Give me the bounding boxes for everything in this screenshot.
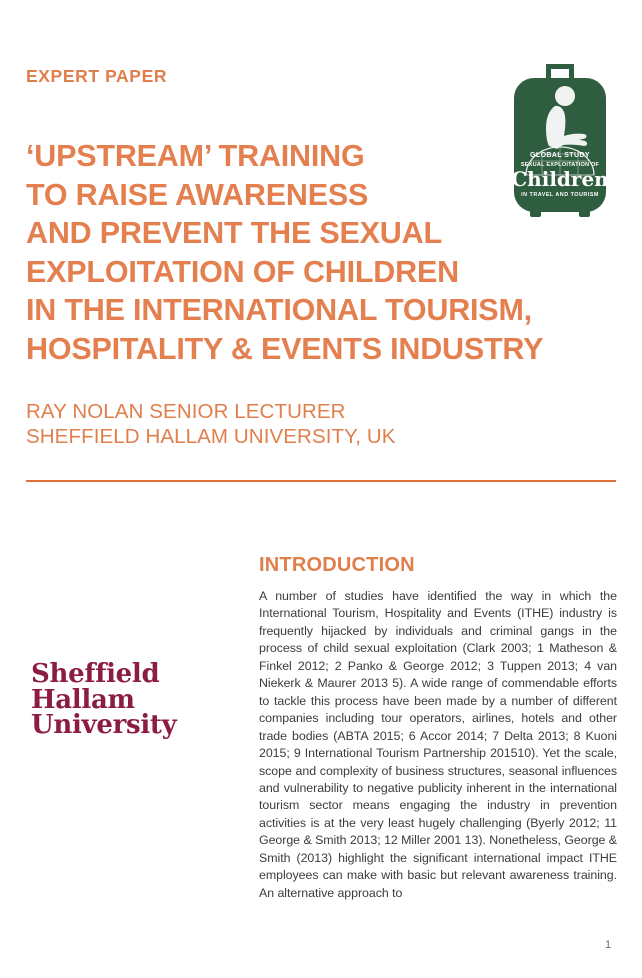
gs-logo-line-1: GLOBAL STUDY [530,152,590,159]
gs-logo-line-4: IN TRAVEL AND TOURISM [521,192,599,198]
page-number: 1 [604,939,612,951]
expert-paper-label: EXPERT PAPER [26,66,168,86]
title-line-3: AND PREVENT THE SEXUAL [26,216,442,251]
author-block [26,399,396,449]
global-study-suitcase-logo [508,62,612,224]
shu-logo-line-2: Hallam [31,684,135,715]
body-column [259,588,617,902]
gs-logo-line-3: Children [511,167,609,191]
title-line-1: ‘UPSTREAM’ TRAINING [26,139,365,174]
title-line-2: TO RAISE AWARENESS [26,177,369,212]
gs-logo-line-2: SEXUAL EXPLOITATION OF [520,162,600,168]
title-line-6: HOSPITALITY & EVENTS INDUSTRY [26,331,544,366]
title-line-5: IN THE INTERNATIONAL TOURISM, [26,293,532,328]
introduction-paragraph: A number of studies have identified the way in which the International Tourism, Hospitality and Events (ITHE) industry is frequently hijacked by individuals and criminal gangs in the process of child sexual exploitation (Clark 2003; 1 Matheson & Finkel 2012; 2 Panko & George 2012; 3 Tuppen 2013; 4 van Niekerk & Maurer 2013 5). A wide range of commendable efforts to tackle this process have been made by a number of different companies including tour operators, airlines, hotels and other trade bodies (ABTA 2015; 6 Accor 2014; 7 Delta 2013; 8 Kuoni 2015; 9 International Tourism Partnership 201510). Yet the scale, scope and complexity of business structures, seasonal influences and vulnerability to negative publicity inherent in the international tourism sector means engaging the industry in prevention activities is at the very least hugely challenging (Byerly 2012; 11 George & Smith 2013; 12 Miller 2001 13). Nonetheless, George & Smith (2013) highlight the significant international impact ITHE employees can make with basic but relevant awareness training. An alternative approach to [259,589,617,900]
section-heading-introduction: INTRODUCTION [259,553,415,576]
title-line-4: EXPLOITATION OF CHILDREN [26,254,459,289]
shu-logo-line-1: Sheffield [31,659,160,689]
author-name-and-role: RAY NOLAN SENIOR LECTURER [26,400,346,423]
author-affiliation: SHEFFIELD HALLAM UNIVERSITY, UK [26,425,396,448]
suitcase-icon [508,62,612,224]
sheffield-hallam-university-logo [31,659,177,740]
shu-logo-line-3: University [31,710,177,740]
header-divider-rule [26,480,616,482]
